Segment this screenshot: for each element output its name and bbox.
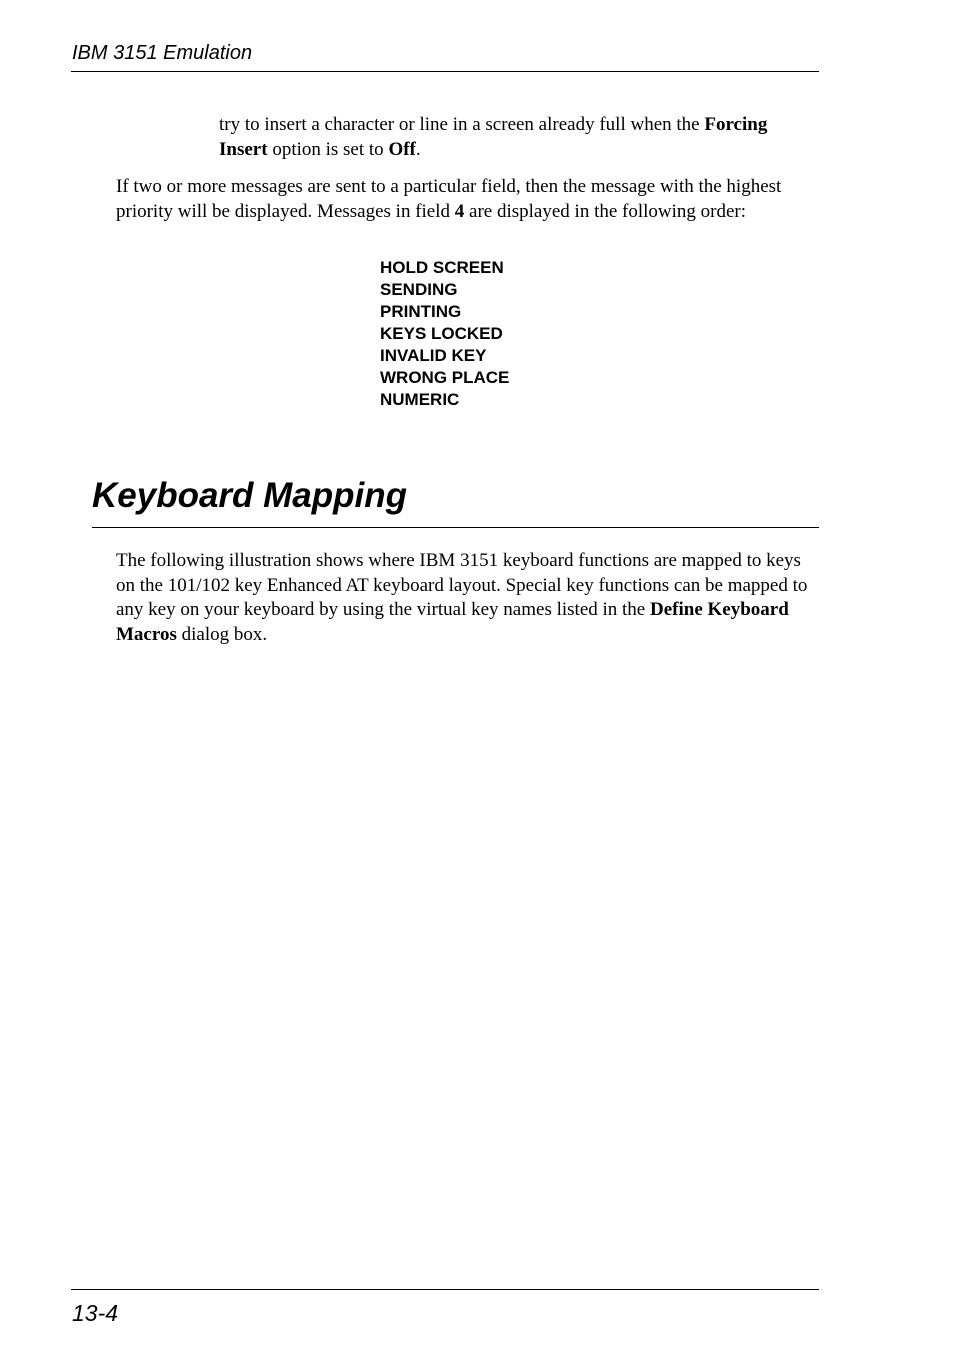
list-item: WRONG PLACE: [380, 368, 510, 387]
text-run: If two or more messages are sent to a particular field, then the message with the highest priority will be displayed. Messages in field: [116, 176, 782, 222]
page-number: 13-4: [72, 1300, 119, 1326]
list-item: PRINTING: [380, 302, 462, 321]
text-run: option is set to: [267, 138, 389, 160]
list-item: HOLD SCREEN: [380, 258, 504, 277]
footer-rule: [71, 1289, 819, 1290]
text-run: try to insert a character or line in a screen already full when the: [219, 114, 705, 135]
list-item: NUMERIC: [380, 390, 460, 409]
dialog-name: Define Keyboard Macros: [116, 599, 789, 645]
running-head: IBM 3151 Emulation: [72, 42, 253, 64]
keyboard-mapping-paragraph: [116, 549, 818, 647]
list-item: INVALID KEY: [380, 346, 487, 365]
text-run: are displayed in the following order:: [464, 200, 747, 222]
text-run: The following illustration shows where IBM 3151 keyboard functions are mapped to keys on the 101/102 key Enhanced AT keyboard layout. Special key functions can be mapped to any key on your keyboard by using the virtual key names listed in the: [116, 550, 808, 620]
section-rule: [92, 527, 819, 528]
option-value-off: Off: [388, 138, 416, 160]
option-name-forcing-insert: Forcing Insert: [219, 114, 768, 160]
text-run: dialog box.: [176, 623, 268, 645]
status-message-list: [380, 257, 509, 411]
section-title: Keyboard Mapping: [92, 476, 408, 515]
continued-paragraph: [219, 113, 819, 162]
header-rule: [71, 71, 819, 72]
field-number: 4: [454, 200, 465, 222]
list-item: KEYS LOCKED: [380, 324, 503, 343]
priority-paragraph: [116, 175, 816, 224]
text-run: .: [415, 138, 421, 160]
list-item: SENDING: [380, 280, 458, 299]
